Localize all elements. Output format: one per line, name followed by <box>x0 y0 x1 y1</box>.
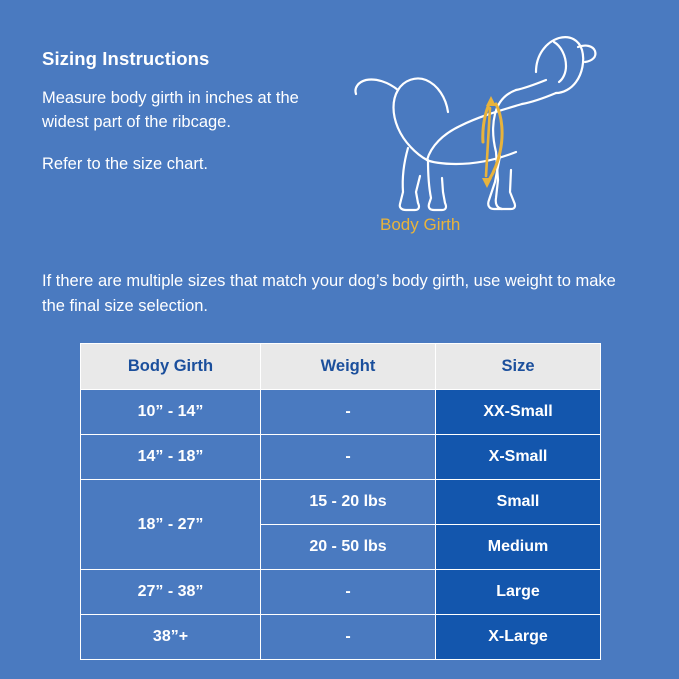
cell-size: Small <box>436 480 601 525</box>
dog-diagram <box>330 30 639 255</box>
column-header-size: Size <box>436 344 601 390</box>
cell-size: Medium <box>436 525 601 570</box>
cell-size: XX-Small <box>436 390 601 435</box>
table-row <box>81 570 601 615</box>
instruction-paragraph-2: Refer to the size chart. <box>42 155 208 173</box>
table-row <box>81 390 601 435</box>
dog-illustration-icon <box>330 30 620 230</box>
page-title: Sizing Instructions <box>42 48 210 69</box>
cell-size: X-Small <box>436 435 601 480</box>
size-chart-table <box>80 343 601 660</box>
cell-body-girth: 38”+ <box>81 615 261 660</box>
multiple-sizes-note: If there are multiple sizes that match your dog’s body girth, use weight to make the final size selection. <box>42 272 616 315</box>
cell-size: X-Large <box>436 615 601 660</box>
cell-body-girth: 27” - 38” <box>81 570 261 615</box>
column-header-weight: Weight <box>261 344 436 390</box>
instruction-paragraph-1: Measure body girth in inches at the widest part of the ribcage. <box>42 89 299 131</box>
cell-weight: 15 - 20 lbs <box>261 480 436 525</box>
table-row <box>81 615 601 660</box>
body-girth-label: Body Girth <box>380 215 461 234</box>
cell-weight: - <box>261 435 436 480</box>
cell-body-girth: 14” - 18” <box>81 435 261 480</box>
cell-weight: - <box>261 615 436 660</box>
size-chart-wrapper <box>80 343 600 660</box>
cell-size: Large <box>436 570 601 615</box>
table-row <box>81 435 601 480</box>
top-section <box>40 30 639 255</box>
table-row <box>81 480 601 525</box>
instructions-block <box>40 30 330 194</box>
cell-weight: - <box>261 390 436 435</box>
cell-body-girth: 18” - 27” <box>81 480 261 570</box>
column-header-body-girth: Body Girth <box>81 344 261 390</box>
cell-weight: 20 - 50 lbs <box>261 525 436 570</box>
cell-body-girth: 10” - 14” <box>81 390 261 435</box>
table-header-row <box>81 344 601 390</box>
cell-weight: - <box>261 570 436 615</box>
